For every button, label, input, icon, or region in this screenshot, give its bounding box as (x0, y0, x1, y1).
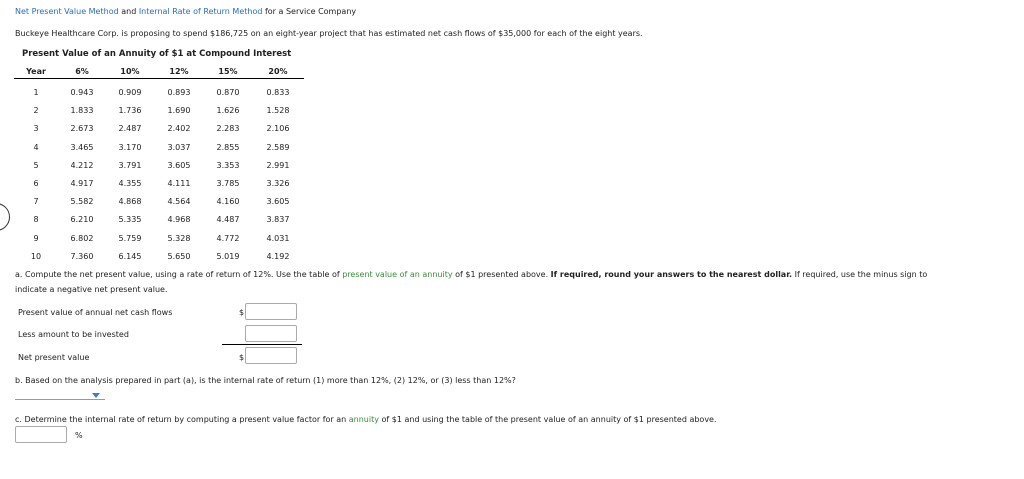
table-factor-cell: 3.326 (266, 179, 290, 188)
table-year-cell: 3 (33, 124, 39, 134)
table-factor-cell: 2.106 (266, 124, 290, 134)
subtotal-rule (222, 344, 302, 345)
table-factor-cell: 0.870 (216, 88, 240, 97)
table-factor-cell: 3.170 (118, 142, 142, 152)
table-header-5: 20% (268, 67, 288, 76)
scroll-nav-circle[interactable] (0, 203, 10, 231)
irr-input[interactable] (15, 426, 67, 443)
table-factor-cell: 1.690 (167, 106, 191, 116)
table-factor-cell: 5.582 (70, 197, 94, 207)
table-factor-cell: 2.673 (70, 124, 94, 134)
pv-cash-flows-input[interactable] (245, 303, 297, 320)
table-factor-cell: 7.360 (70, 251, 94, 261)
table-factor-cell: 4.968 (167, 215, 191, 225)
table-year-cell: 2 (33, 106, 39, 116)
part-a-instructions (15, 270, 927, 279)
page-title (15, 7, 356, 16)
table-factor-cell: 1.626 (216, 106, 240, 116)
table-year-cell: 10 (30, 251, 42, 261)
table-factor-cell: 6.210 (70, 215, 94, 225)
table-factor-cell: 4.917 (70, 179, 94, 188)
table-header-rule (14, 78, 304, 79)
table-factor-cell: 2.991 (266, 160, 290, 170)
table-factor-cell: 6.145 (118, 251, 142, 261)
dropdown-underline (15, 399, 105, 400)
table-factor-cell: 2.402 (167, 124, 191, 134)
table-factor-cell: 0.943 (70, 88, 94, 97)
table-factor-cell: 2.283 (216, 124, 240, 134)
table-factor-cell: 5.759 (118, 233, 142, 243)
table-header-0: Year (26, 67, 46, 76)
table-year-cell: 4 (33, 142, 39, 152)
table-factor-cell: 1.833 (70, 106, 94, 116)
table-factor-cell: 2.589 (266, 142, 290, 152)
pv-cash-flows-label: Present value of annual net cash flows (18, 308, 173, 317)
part-a-rounding-note: If required, round your answers to the nearest dollar. (550, 270, 793, 279)
table-factor-cell: 4.772 (216, 233, 240, 243)
pv-annuity-link[interactable]: present value of an annuity (342, 270, 453, 279)
table-factor-cell: 4.564 (167, 197, 191, 207)
chevron-down-icon[interactable] (92, 393, 100, 398)
part-c-text-1: c. Determine the internal rate of return by computing a present value factor for an (15, 415, 349, 424)
annuity-link[interactable]: annuity (348, 415, 379, 424)
table-factor-cell: 4.031 (266, 233, 290, 243)
table-factor-cell: 5.328 (167, 233, 191, 243)
table-factor-cell: 3.837 (266, 215, 290, 225)
part-a-text-1: a. Compute the net present value, using a rate of return of 12%. Use the table of (15, 270, 343, 279)
table-factor-cell: 1.528 (266, 106, 290, 116)
table-factor-cell: 5.019 (216, 251, 240, 261)
table-factor-cell: 5.335 (118, 215, 142, 225)
table-factor-cell: 4.212 (70, 160, 94, 170)
table-factor-cell: 0.909 (118, 88, 142, 97)
table-factor-cell: 3.785 (216, 179, 240, 188)
table-year-cell: 7 (33, 197, 39, 207)
table-year-cell: 1 (33, 88, 39, 97)
table-year-cell: 9 (33, 233, 39, 243)
table-factor-cell: 6.802 (70, 233, 94, 243)
annuity-table-title: Present Value of an Annuity of $1 at Compound Interest (22, 49, 292, 59)
table-factor-cell: 3.791 (118, 160, 142, 170)
table-year-cell: 5 (33, 160, 39, 170)
table-factor-cell: 3.037 (167, 142, 191, 152)
table-factor-cell: 4.868 (118, 197, 142, 207)
problem-intro: Buckeye Healthcare Corp. is proposing to spend $186,725 on an eight-year project that has estimated net cash flows of $35,000 for each of the eight years. (15, 29, 643, 38)
table-factor-cell: 1.736 (118, 106, 142, 116)
table-header-1: 6% (75, 67, 89, 76)
npv-dollar: $ (239, 353, 245, 362)
part-a-text-2: of $1 presented above. (452, 270, 551, 279)
table-factor-cell: 4.487 (216, 215, 240, 225)
table-factor-cell: 5.650 (167, 251, 191, 261)
part-a-instructions-line2: indicate a negative net present value. (15, 285, 168, 294)
table-factor-cell: 4.111 (167, 179, 191, 188)
table-factor-cell: 4.355 (118, 179, 142, 188)
table-factor-cell: 4.192 (266, 251, 290, 261)
table-factor-cell: 0.893 (167, 88, 191, 97)
table-factor-cell: 4.160 (216, 197, 240, 207)
amount-invested-label: Less amount to be invested (18, 330, 129, 339)
table-header-4: 15% (218, 67, 238, 76)
table-header-2: 10% (120, 67, 140, 76)
title-suffix: for a Service Company (262, 7, 357, 16)
title-and-text: and (118, 7, 139, 16)
table-factor-cell: 0.833 (266, 88, 290, 97)
table-factor-cell: 2.487 (118, 124, 142, 134)
table-factor-cell: 2.855 (216, 142, 240, 152)
npv-input[interactable] (245, 347, 297, 364)
part-a-text-3: If required, use the minus sign to (792, 270, 928, 279)
npv-method-link[interactable]: Net Present Value Method (15, 7, 119, 16)
part-c-text-2: of $1 and using the table of the present value of an annuity of $1 presented above. (378, 415, 717, 424)
table-factor-cell: 3.465 (70, 142, 94, 152)
irr-method-link[interactable]: Internal Rate of Return Method (138, 7, 263, 16)
table-header-3: 12% (169, 67, 189, 76)
table-factor-cell: 3.605 (167, 160, 191, 170)
table-year-cell: 6 (33, 179, 39, 188)
table-factor-cell: 3.605 (266, 197, 290, 207)
percent-unit: % (75, 431, 83, 440)
table-factor-cell: 3.353 (216, 160, 240, 170)
part-c-instructions (15, 415, 717, 424)
table-year-cell: 8 (33, 215, 39, 225)
amount-invested-input[interactable] (245, 325, 297, 342)
npv-label: Net present value (18, 353, 90, 362)
part-b-question: b. Based on the analysis prepared in part (a), is the internal rate of return (1) more than 12%, (2) 12%, or (3) less than 12%? (15, 376, 516, 385)
pv-cash-flows-dollar: $ (239, 308, 245, 317)
